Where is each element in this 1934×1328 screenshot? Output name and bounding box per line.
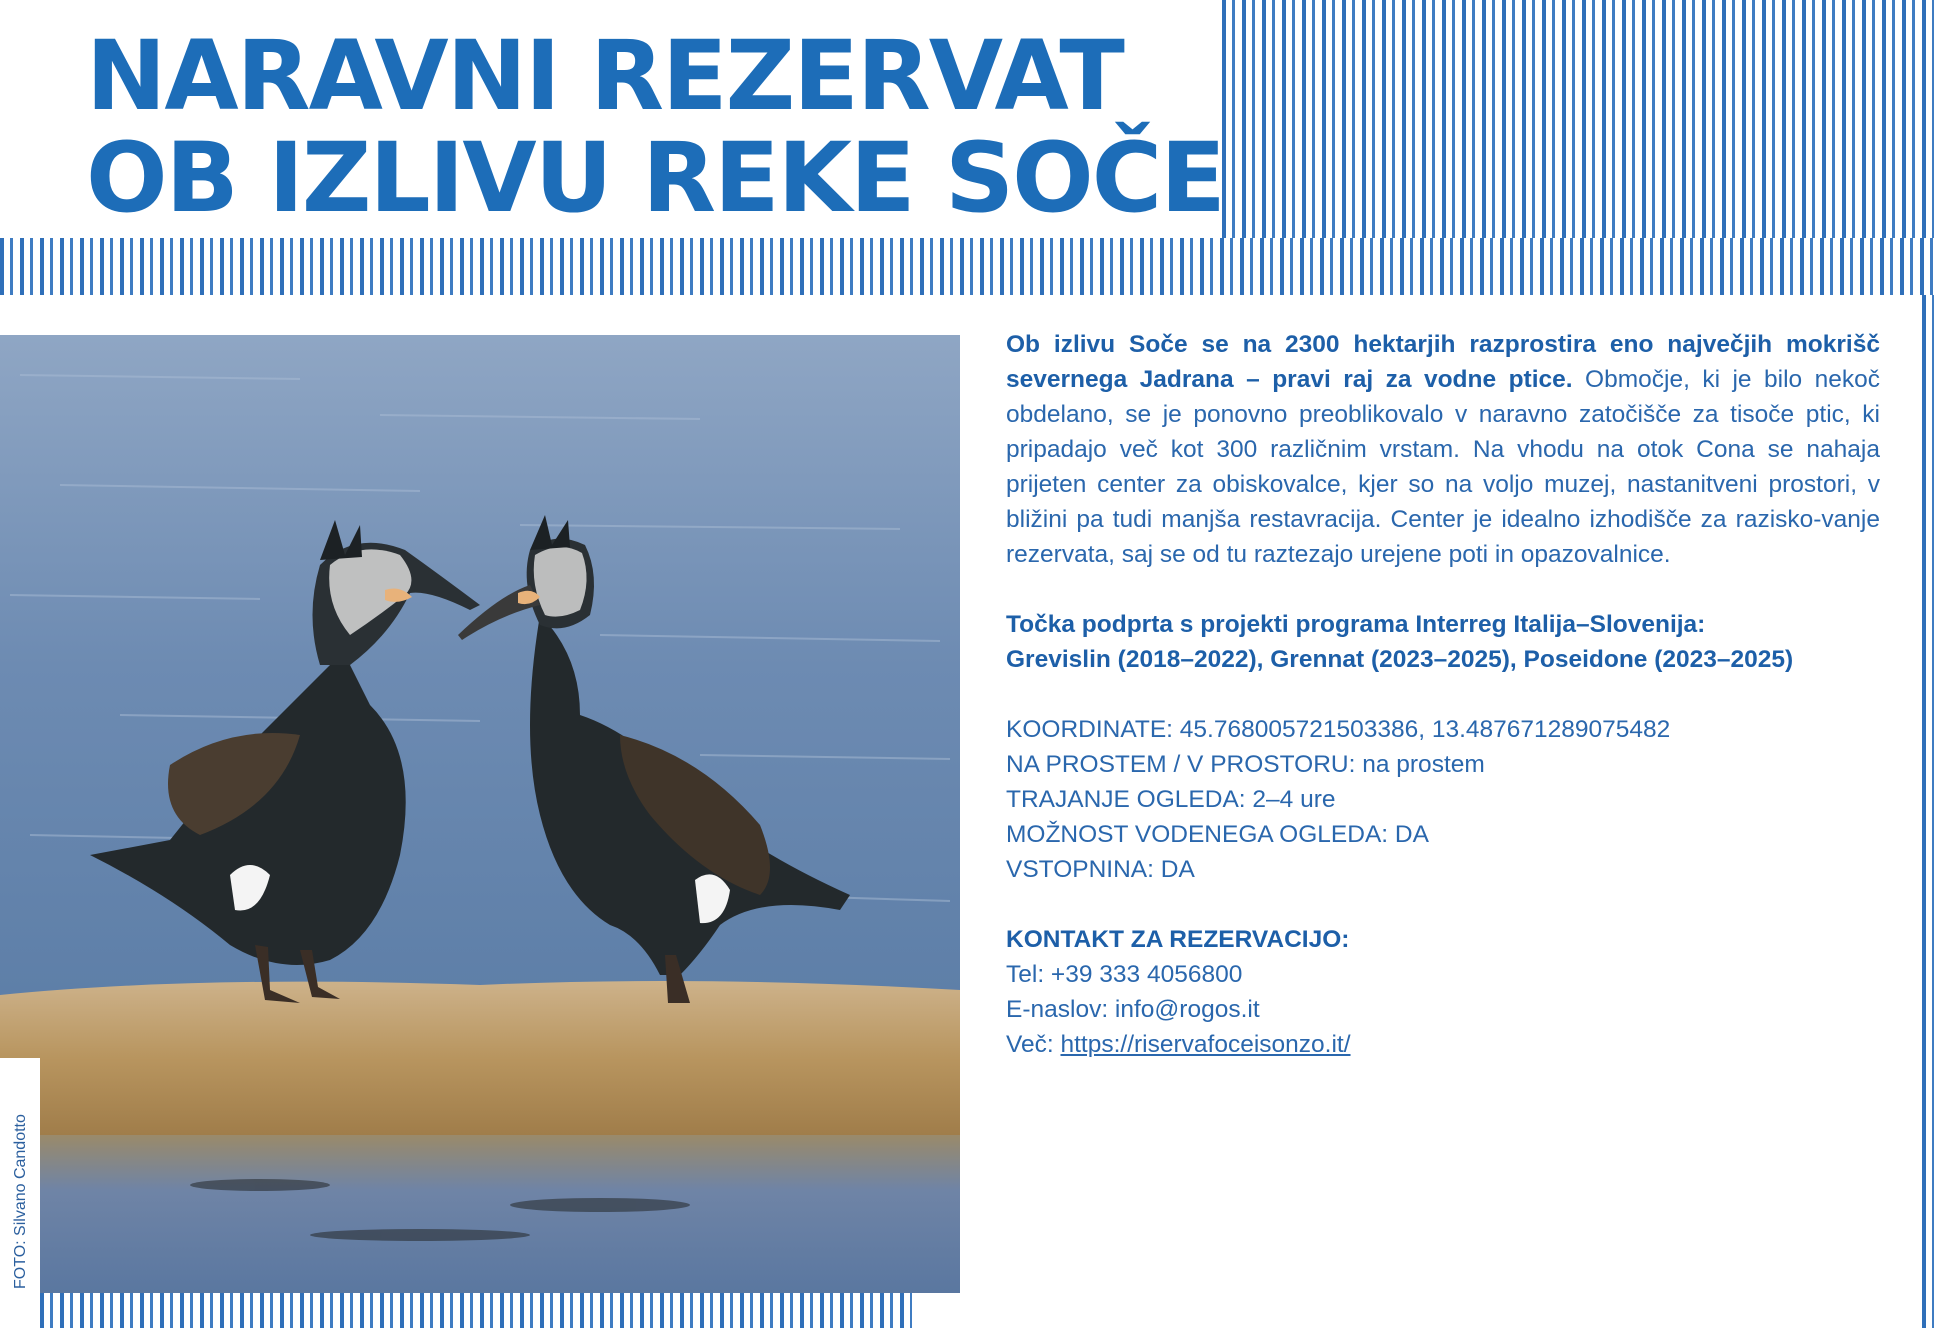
decorative-stripes-bottom: [40, 1292, 920, 1328]
decorative-stripes-right-edge: [1922, 295, 1934, 1328]
page-title-line-1: NARAVNI REZERVAT: [86, 20, 1123, 132]
detail-indoor-outdoor: NA PROSTEM / V PROSTORU: na prostem: [1006, 751, 1485, 778]
decorative-stripes-band: [0, 238, 1934, 295]
contact-website-line: [1006, 1027, 1880, 1062]
photo-credit-text: FOTO: Silvano Candotto: [12, 1114, 29, 1289]
text-column: [1006, 327, 1880, 1062]
detail-entrance-fee: VSTOPNINA: DA: [1006, 856, 1195, 883]
cormorants-photo-illustration: [0, 335, 960, 1293]
contact-more-label: Več:: [1006, 1031, 1061, 1058]
projects-line-2: Grevislin (2018–2022), Grennat (2023–2025), Poseidone (2023–2025): [1006, 646, 1794, 673]
photo-credit: [0, 1058, 40, 1293]
intro-paragraph: [1006, 327, 1880, 572]
detail-guided-tour: MOŽNOST VODENEGA OGLEDA: DA: [1006, 821, 1429, 848]
detail-duration: TRAJANJE OGLEDA: 2–4 ure: [1006, 786, 1336, 813]
title-block: [0, 0, 1222, 238]
contact-email: E-naslov: info@rogos.it: [1006, 996, 1260, 1023]
cormorants-photo: [0, 335, 960, 1293]
contact-phone: Tel: +39 333 4056800: [1006, 961, 1243, 988]
projects-line-1: Točka podprta s projekti programa Interreg Italija–Slovenija:: [1006, 611, 1706, 638]
page-title-line-2: OB IZLIVU REKE SOČE: [86, 122, 1224, 234]
website-link[interactable]: https://riservafoceisonzo.it/: [1060, 1031, 1351, 1058]
intro-body: Območje, ki je bilo nekoč obdelano, se je ponovno preoblikovalo v naravno zatočišče za tisoče ptic, ki pripadajo več kot 300 različnim vrstam. Na vhodu na otok Cona se nahaja prijeten center za obiskovalce, kjer so na voljo muzej, nastanitveni prostori, v bližini pa tudi manjša restavracija. Center je idealno izhodišče za razisko-vanje rezervata, saj se od tu raztezajo urejene poti in opazovalnice.: [1006, 366, 1880, 568]
detail-coordinates: KOORDINATE: 45.768005721503386, 13.487671289075482: [1006, 716, 1671, 743]
intro-lead: Ob izlivu Soče se na 2300 hektarjih razprostira eno največjih mokrišč severnega Jadrana – pravi raj za vodne ptice.: [1006, 331, 1880, 393]
contact-heading: KONTAKT ZA REZERVACIJO:: [1006, 926, 1350, 953]
